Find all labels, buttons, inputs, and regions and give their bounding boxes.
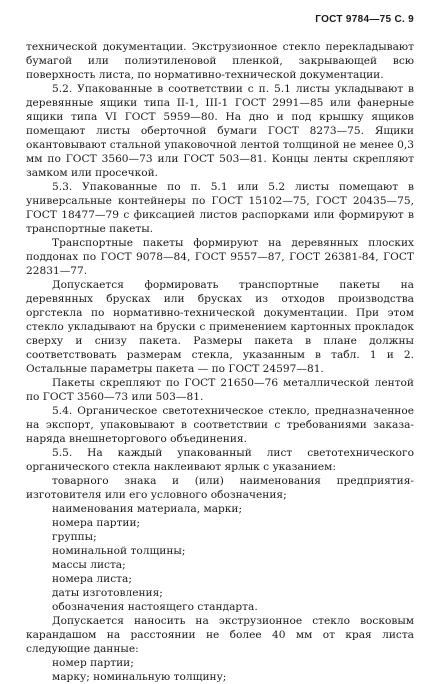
paragraph-pallets: Транспортные пакеты формируют на деревянных плоских поддонах по ГОСТ 9078—84, ГОСТ 9557—87, ГОСТ 26381-84, ГОСТ 22831—77. bbox=[26, 237, 414, 277]
paragraph-trademark: товарного знака и (или) наименования предприятия-изготовителя или его условного обозначения; bbox=[26, 475, 414, 501]
paragraph-wax-pencil: Допускается наносить на экструзионное стекло восковым карандашом на расстоянии не более 40 мм от края листа следующие данные: bbox=[26, 615, 414, 655]
list-item: наименования материала, марки; bbox=[52, 503, 243, 515]
list-item: номера листа; bbox=[52, 573, 132, 585]
paragraph-5-2: 5.2. Упакованные в соответствии с п. 5.1 листы укладывают в деревянные ящики типа II-1, III-1 ГОСТ 2991—85 или фанерные ящики типа VI ГОСТ 5959—80. На дно и под крышку ящиков помещают листы оберточной бумаги ГОСТ 8273—75. Ящики окантовывают стальной упаковочной лентой толщиной не менее 0,3 мм по ГОСТ 3560—73 или ГОСТ 503—81. Концы ленты скрепляют замком или просечкой. bbox=[26, 83, 414, 179]
paragraph-5-3: 5.3. Упакованные по п. 5.1 или 5.2 листы помещают в универсальные контейнеры по ГОСТ 15102—75, ГОСТ 20435—75, ГОСТ 18477—79 с фиксацией листов распорками или формируют в транспортные пакеты. bbox=[26, 181, 414, 235]
paragraph-fastening: Пакеты скрепляют по ГОСТ 21650—76 металлической лентой по ГОСТ 3560—73 или 503—81. bbox=[26, 377, 414, 403]
list-item: даты изготовления; bbox=[52, 587, 163, 599]
paragraph-5-5: 5.5. На каждый упакованный лист светотехнического органического стекла наклеивают ярлык с указанием: bbox=[26, 447, 414, 473]
list-item: обозначения настоящего стандарта. bbox=[52, 601, 258, 613]
paragraph-bars: Допускается формировать транспортные пакеты на деревянных брусках или брусках из отходов производства оргстекла по нормативно-технической документации. При этом стекло укладывают на бруски с применением картонных прокладок сверху и снизу пакета. Размеры пакета в плане должны соответствовать размерам стекла, указанным в табл. 1 и 2. Остальные параметры пакета — по ГОСТ 24597—81. bbox=[26, 279, 414, 375]
paragraph-continuation: технической документации. Экструзионное стекло перекладывают бумагой или полиэтиленовой пленкой, закрывающей всю поверхность листа, по нормативно-технической документации. bbox=[26, 41, 414, 81]
paragraph-5-4: 5.4. Органическое светотехническое стекло, предназначенное на экспорт, упаковывают в соответствии с требованиями заказа-наряда внешнеторгового объединения. bbox=[26, 405, 414, 445]
list-item: номера партии; bbox=[52, 517, 141, 529]
list-item: номинальной толщины; bbox=[52, 545, 186, 557]
list-item: марку; номинальную толщину; bbox=[52, 671, 227, 683]
page-header: ГОСТ 9784—75 С. 9 bbox=[315, 14, 414, 25]
document-body bbox=[26, 40, 414, 684]
list-item: номер партии; bbox=[52, 657, 134, 669]
list-item: группы; bbox=[52, 531, 97, 543]
list-item: массы листа; bbox=[52, 559, 126, 571]
